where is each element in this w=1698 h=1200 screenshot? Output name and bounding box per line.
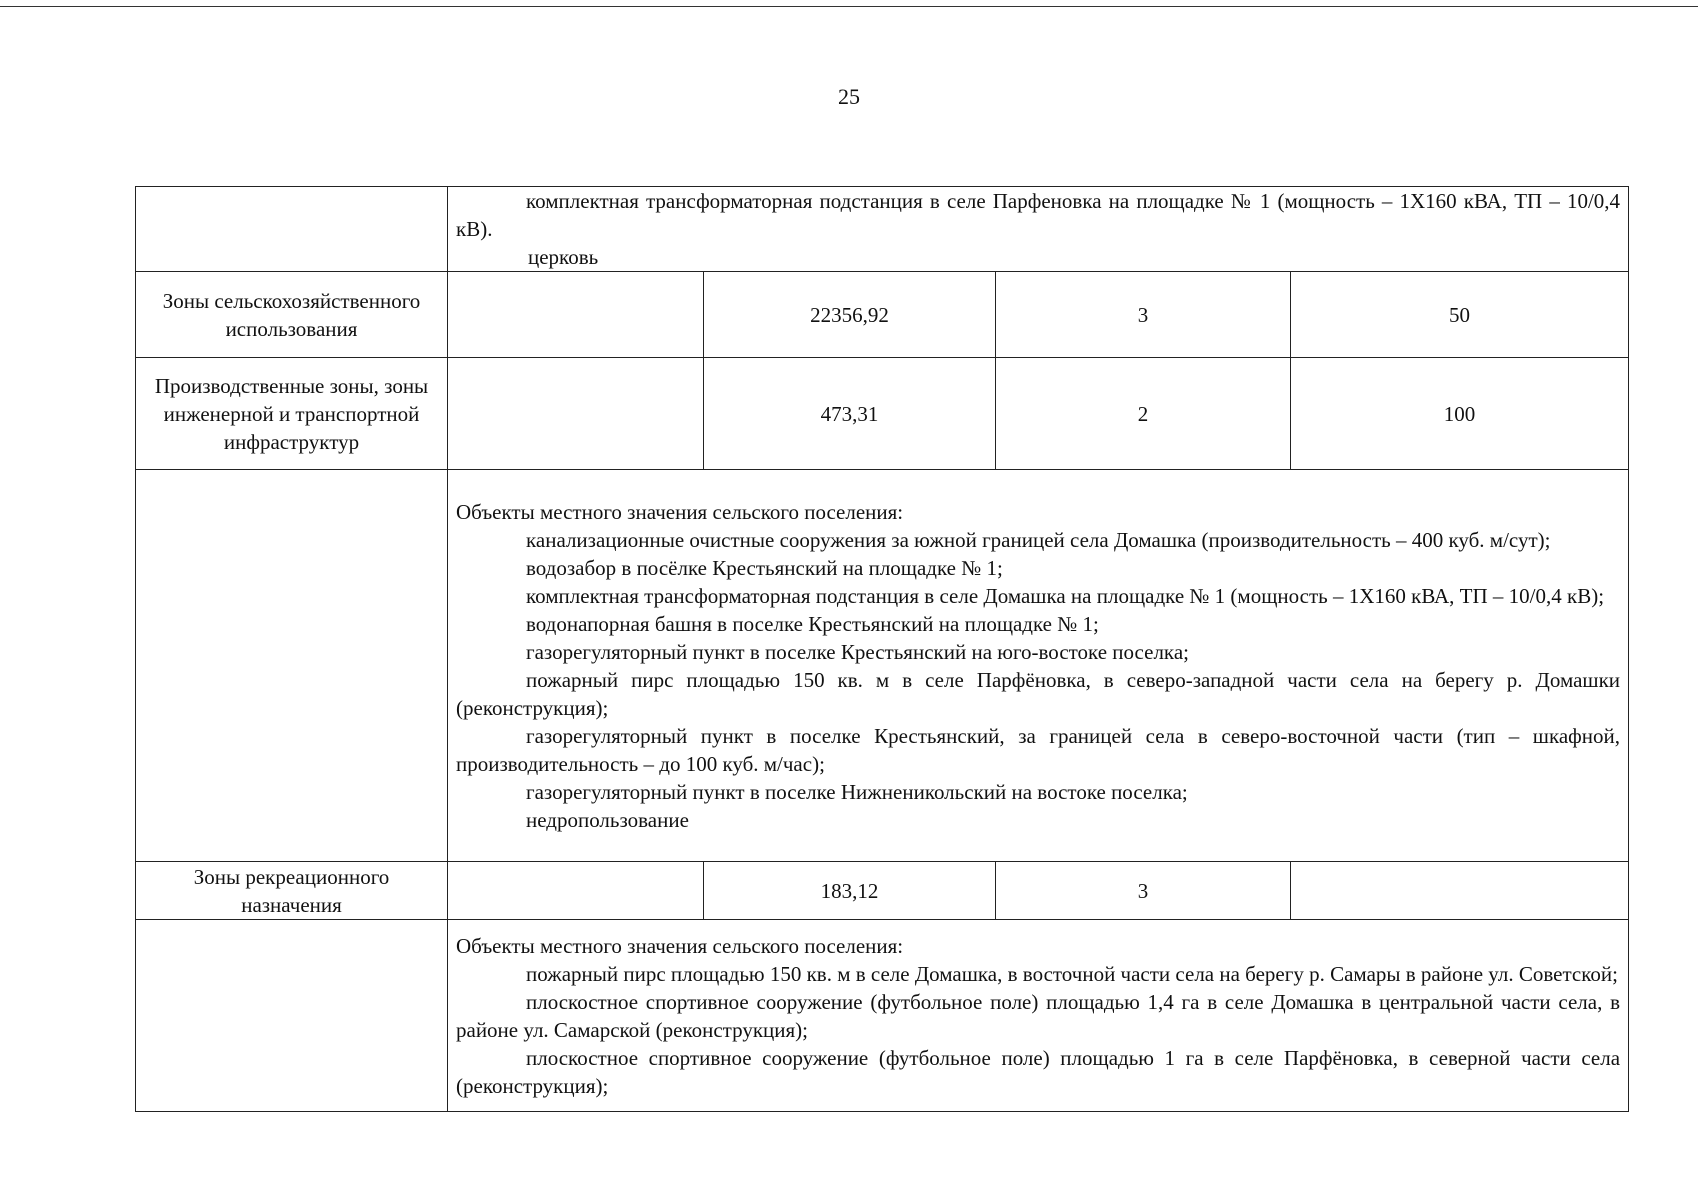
zone-cell-empty bbox=[136, 187, 448, 272]
objects-row-1 bbox=[136, 187, 1629, 272]
zone-name: Зоны сельскохозяйственного использования bbox=[136, 272, 448, 358]
object-item: комплектная трансформаторная подстанция в селе Парфеновка на площадке № 1 (мощность – 1Х160 кВА, ТП – 10/0,4 кВ). bbox=[456, 189, 1621, 241]
objects-heading: Объекты местного значения сельского поселения: bbox=[456, 933, 904, 958]
zone-value-col4: 3 bbox=[996, 272, 1291, 358]
object-item: пожарный пирс площадью 150 кв. м в селе Парфёновка, в северо-западной части села на берегу р. Домашки (реконструкция); bbox=[456, 667, 1621, 720]
object-item: канализационные очистные сооружения за южной границей села Домашка (производительность – 400 куб. м/сут); bbox=[526, 527, 1551, 552]
zone-value-col4: 2 bbox=[996, 358, 1291, 470]
zone-area: 183,12 bbox=[704, 862, 996, 920]
zone-value-col2 bbox=[448, 358, 704, 470]
objects-list-cell bbox=[448, 920, 1629, 1112]
zone-value-col5: 100 bbox=[1291, 358, 1629, 470]
page-number: 25 bbox=[838, 84, 860, 109]
zone-name: Зоны рекреационного назначения bbox=[136, 862, 448, 920]
object-item: газорегуляторный пункт в поселке Крестьянский на юго-востоке поселка; bbox=[526, 639, 1189, 664]
zone-row-production bbox=[136, 358, 1629, 470]
object-item: плоскостное спортивное сооружение (футбольное поле) площадью 1 га в селе Парфёновка, в северной части села (реконструкция); bbox=[456, 1045, 1621, 1098]
zones-table bbox=[135, 186, 1629, 1112]
zone-cell-empty bbox=[136, 470, 448, 862]
object-item: плоскостное спортивное сооружение (футбольное поле) площадью 1,4 га в селе Домашка в центральной части села, в районе ул. Самарской (реконструкция); bbox=[456, 989, 1621, 1042]
object-item: комплектная трансформаторная подстанция в селе Домашка на площадке № 1 (мощность – 1Х160 кВА, ТП – 10/0,4 кВ); bbox=[526, 583, 1605, 608]
zone-value-col2 bbox=[448, 272, 704, 358]
zone-value-col4: 3 bbox=[996, 862, 1291, 920]
object-item: газорегуляторный пункт в поселке Нижненикольский на востоке поселка; bbox=[526, 779, 1188, 804]
zone-cell-empty bbox=[136, 920, 448, 1112]
object-item: водонапорная башня в поселке Крестьянский на площадке № 1; bbox=[526, 611, 1099, 636]
top-rule bbox=[0, 6, 1698, 7]
zone-name: Производственные зоны, зоны инженерной и транспортной инфраструктур bbox=[136, 358, 448, 470]
object-item: церковь bbox=[528, 245, 599, 269]
objects-list-cell bbox=[448, 470, 1629, 862]
zone-value-col5: 50 bbox=[1291, 272, 1629, 358]
objects-list-cell bbox=[448, 187, 1629, 272]
zone-value-col5 bbox=[1291, 862, 1629, 920]
object-item: недропользование bbox=[526, 807, 689, 832]
zone-row-recreational bbox=[136, 862, 1629, 920]
zone-value-col2 bbox=[448, 862, 704, 920]
objects-row-2 bbox=[136, 470, 1629, 862]
zone-area: 473,31 bbox=[704, 358, 996, 470]
object-item: газорегуляторный пункт в поселке Крестьянский, за границей села в северо-восточной части (тип – шкафной, производительность – до 100 куб. м/час); bbox=[456, 723, 1621, 776]
zone-row-agricultural bbox=[136, 272, 1629, 358]
object-item: пожарный пирс площадью 150 кв. м в селе Домашка, в восточной части села на берегу р. Самары в районе ул. Советской; bbox=[526, 961, 1618, 986]
zone-area: 22356,92 bbox=[704, 272, 996, 358]
object-item: водозабор в посёлке Крестьянский на площадке № 1; bbox=[526, 555, 1003, 580]
objects-heading: Объекты местного значения сельского поселения: bbox=[456, 499, 904, 524]
objects-row-3 bbox=[136, 920, 1629, 1112]
